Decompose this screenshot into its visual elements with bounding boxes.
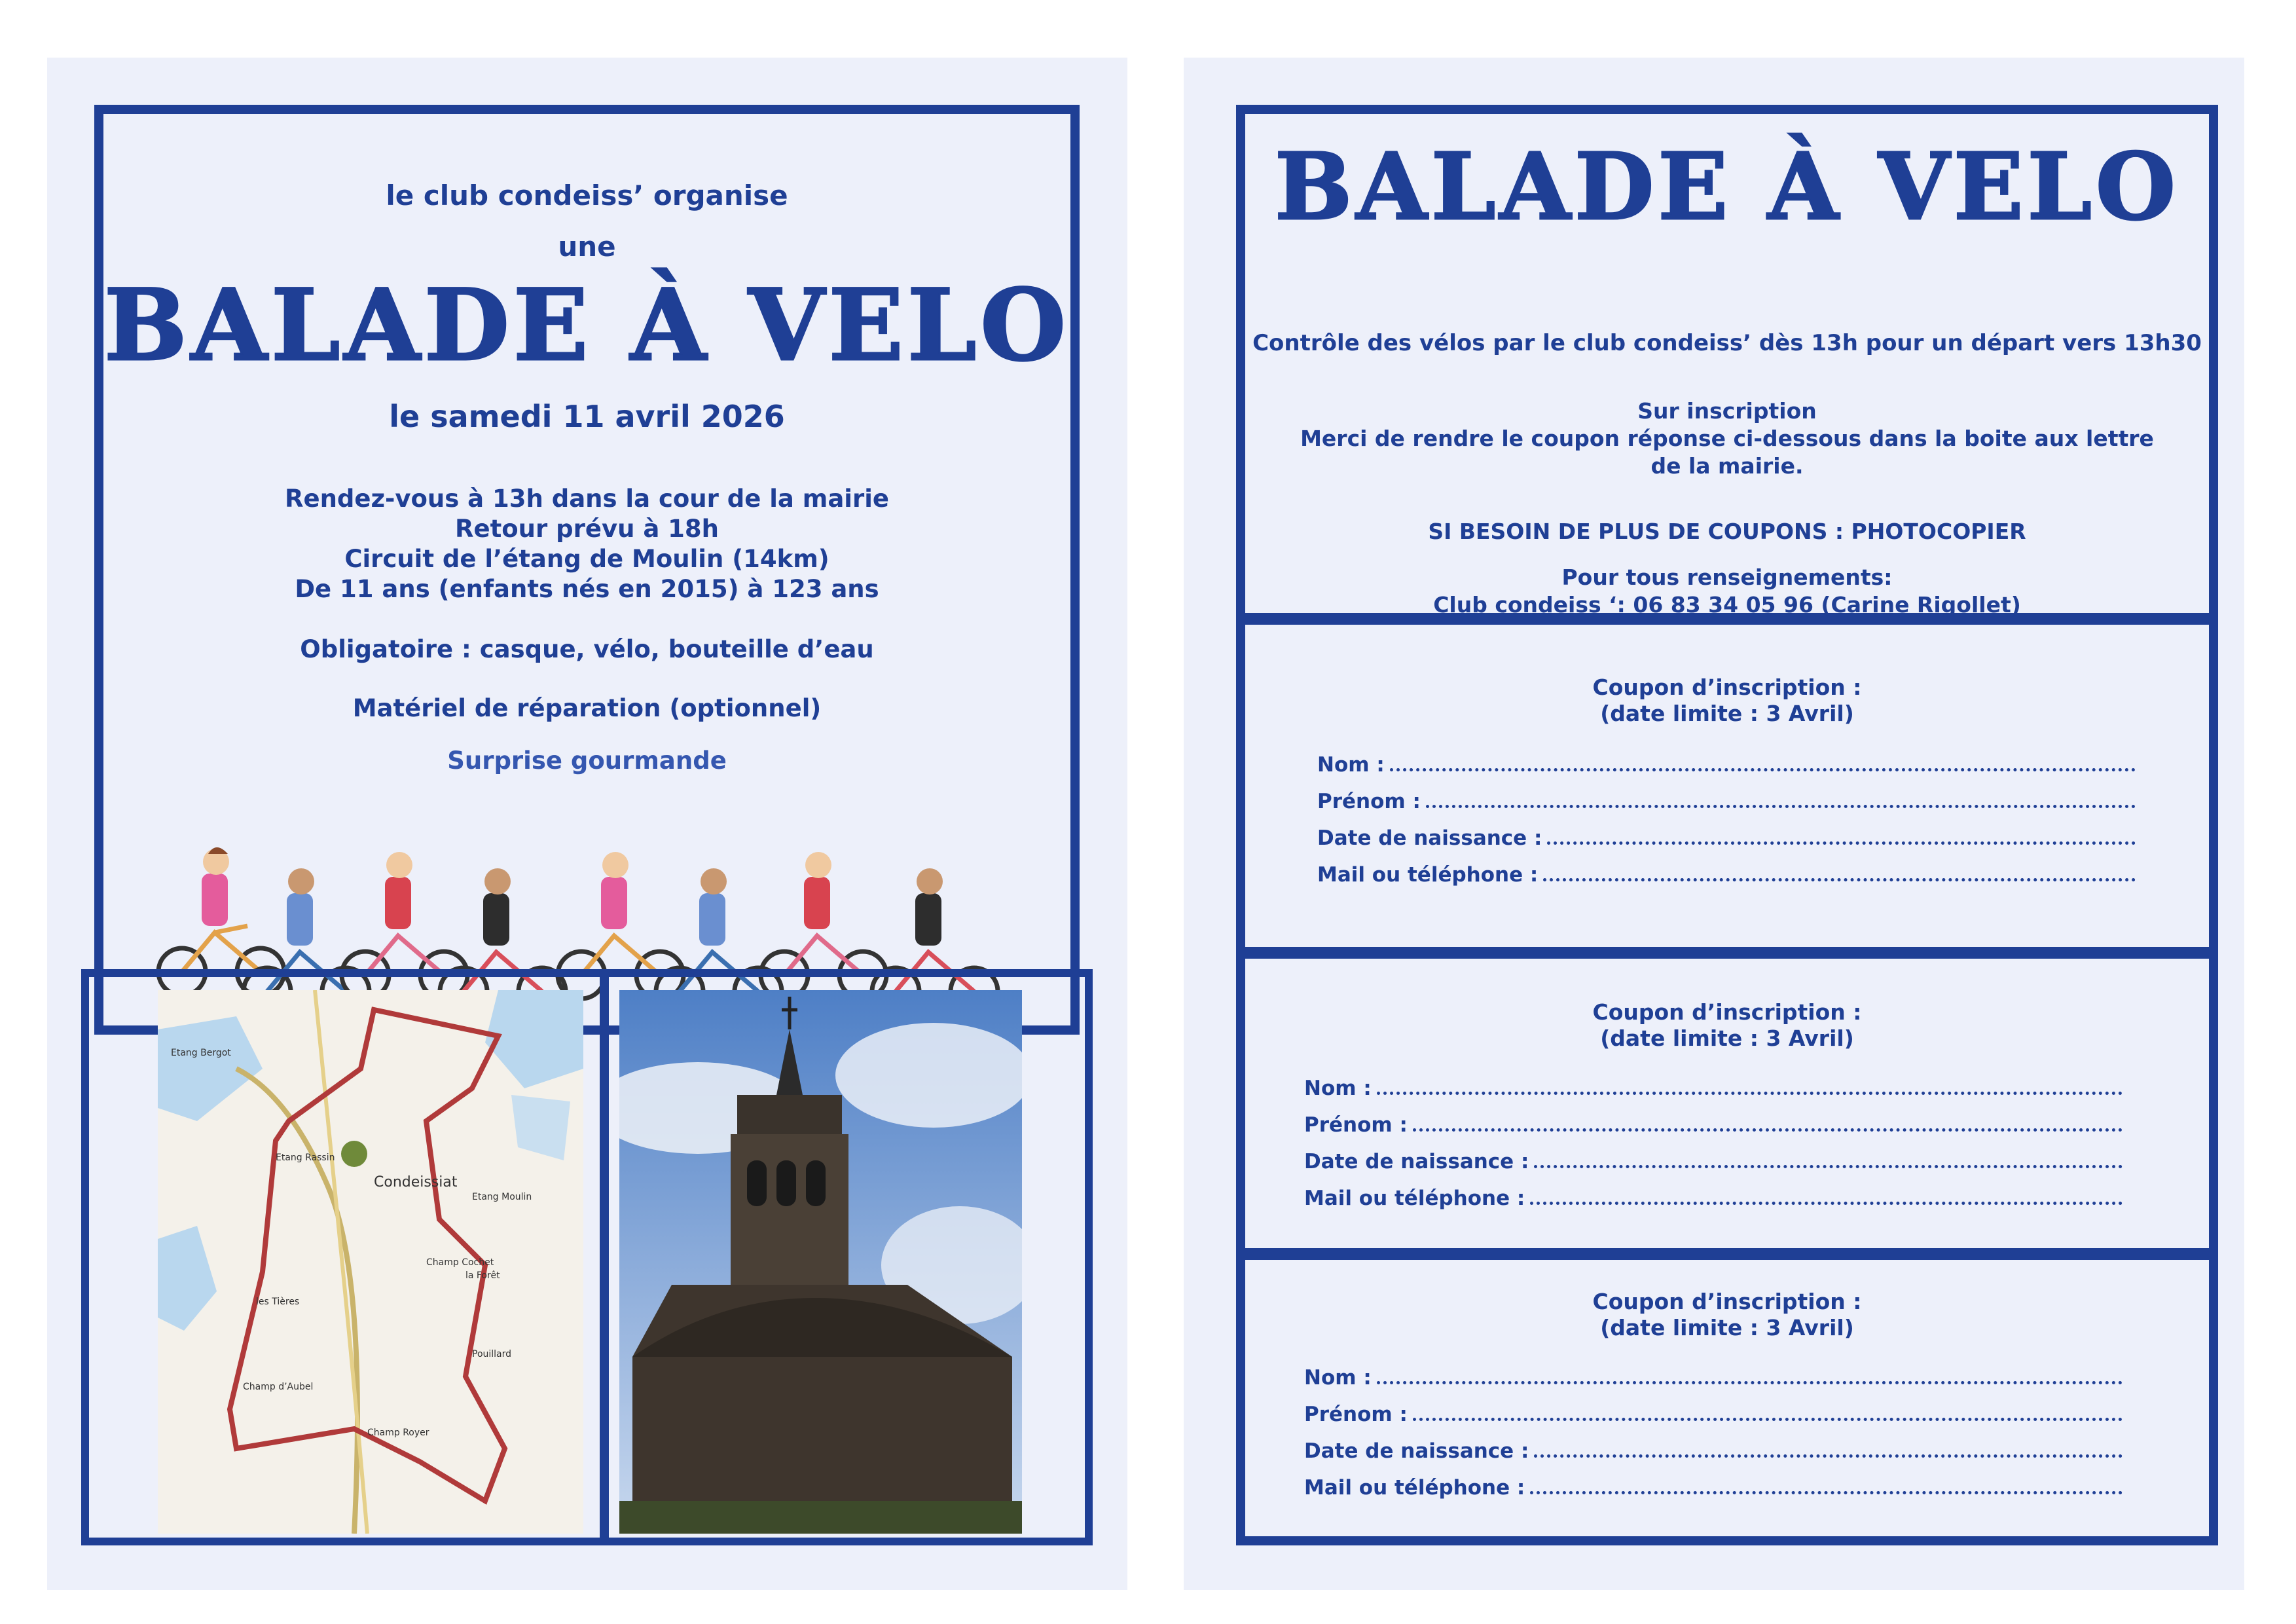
map-photo-divider [600,977,609,1538]
coupon-2-prenom-label: Prénom : [1304,1113,1408,1137]
coupon-1-birthdate-field[interactable] [1317,826,2136,850]
coupon-2-prenom-field[interactable] [1304,1113,2123,1137]
poster-title: BALADE À VELO [103,268,1070,383]
route-map [158,990,583,1534]
poster-top-frame [94,105,1080,1035]
coupon-2 [1236,950,2218,1257]
map-label-etang-bergot: Etang Bergot [171,1048,231,1058]
coupon-1-contact-field[interactable] [1317,863,2136,887]
inscription-heading: Sur inscription [1637,398,1817,424]
coupon-3-contact-label: Mail ou téléphone : [1304,1476,1525,1500]
detail-line-2: Retour prévu à 18h [454,515,719,543]
map-label-etang-moulin: Etang Moulin [472,1192,532,1202]
coupon-2-deadline: (date limite : 3 Avril) [1600,1025,1854,1051]
inscription-text-2: de la mairie. [1650,453,1804,479]
poster-bottom-frame [81,969,1093,1545]
coupon-3 [1236,1251,2218,1545]
coupon-1-contact-label: Mail ou téléphone : [1317,863,1539,887]
registration-sheet [1184,58,2244,1590]
map-label-champ-royer: Champ Royer [367,1428,429,1438]
surprise-line: Surprise gourmande [447,747,727,775]
coupon-3-heading: Coupon d’inscription : [1592,1289,1862,1314]
map-label-la-foret: la Forêt [465,1270,500,1281]
coupon-3-nom-label: Nom : [1304,1366,1372,1390]
coupon-1-prenom-label: Prénom : [1317,790,1421,813]
poster-sheet [47,58,1127,1590]
coupon-3-contact-field[interactable] [1304,1476,2123,1500]
coupon-1-prenom-field[interactable] [1317,790,2136,813]
une-line: une [558,231,616,263]
contact-line: Club condeiss ‘: 06 83 34 05 96 (Carine Rigollet) [1433,592,2021,618]
coupon-2-nom-label: Nom : [1304,1077,1372,1100]
detail-line-1: Rendez-vous à 13h dans la cour de la mairie [284,485,889,513]
photocopy-line: SI BESOIN DE PLUS DE COUPONS : PHOTOCOPIER [1428,519,2026,544]
coupon-1-heading: Coupon d’inscription : [1592,674,1862,700]
map-label-les-tieres: les Tières [256,1297,300,1307]
map-town-label: Condeissiat [374,1174,458,1190]
organizer-line: le club condeiss’ organise [386,179,788,212]
coupon-3-nom-field[interactable] [1304,1366,2123,1390]
coupon-3-birthdate-label: Date de naissance : [1304,1439,1529,1463]
coupon-1 [1236,616,2218,956]
detail-line-4: De 11 ans (enfants nés en 2015) à 123 ans [295,575,879,603]
mandatory-line: Obligatoire : casque, vélo, bouteille d’eau [300,635,874,663]
coupon-2-heading: Coupon d’inscription : [1592,999,1862,1025]
control-line: Contrôle des vélos par le club condeiss’ dès 13h pour un départ vers 13h30 [1252,330,2202,356]
map-label-pouillard: Pouillard [472,1349,512,1359]
coupon-3-deadline: (date limite : 3 Avril) [1600,1315,1854,1340]
coupon-1-birthdate-label: Date de naissance : [1317,826,1542,850]
map-label-champ-d-aubel: Champ d’Aubel [243,1382,314,1392]
coupon-2-birthdate-field[interactable] [1304,1150,2123,1173]
coupon-2-birthdate-label: Date de naissance : [1304,1150,1529,1173]
map-label-champ-cochet: Champ Cochet [426,1257,494,1268]
coupon-1-deadline: (date limite : 3 Avril) [1600,701,1854,726]
event-date: le samedi 11 avril 2026 [389,399,785,434]
church-photo [619,990,1022,1534]
info-title: BALADE À VELO [1275,134,2179,241]
info-frame [1236,105,2218,622]
coupon-2-nom-field[interactable] [1304,1077,2123,1100]
contact-heading: Pour tous renseignements: [1561,564,1893,590]
coupon-1-nom-field[interactable] [1317,753,2136,777]
coupon-1-nom-label: Nom : [1317,753,1385,777]
inscription-text-1: Merci de rendre le coupon réponse ci-dessous dans la boite aux lettre [1300,426,2154,451]
detail-line-3: Circuit de l’étang de Moulin (14km) [344,545,829,573]
coupon-3-prenom-field[interactable] [1304,1403,2123,1426]
map-label-etang-rassin: Etang Rassin [276,1153,335,1163]
coupon-2-contact-label: Mail ou téléphone : [1304,1187,1525,1210]
repair-line: Matériel de réparation (optionnel) [352,694,822,722]
coupon-3-birthdate-field[interactable] [1304,1439,2123,1463]
coupon-3-prenom-label: Prénom : [1304,1403,1408,1426]
coupon-2-contact-field[interactable] [1304,1187,2123,1210]
